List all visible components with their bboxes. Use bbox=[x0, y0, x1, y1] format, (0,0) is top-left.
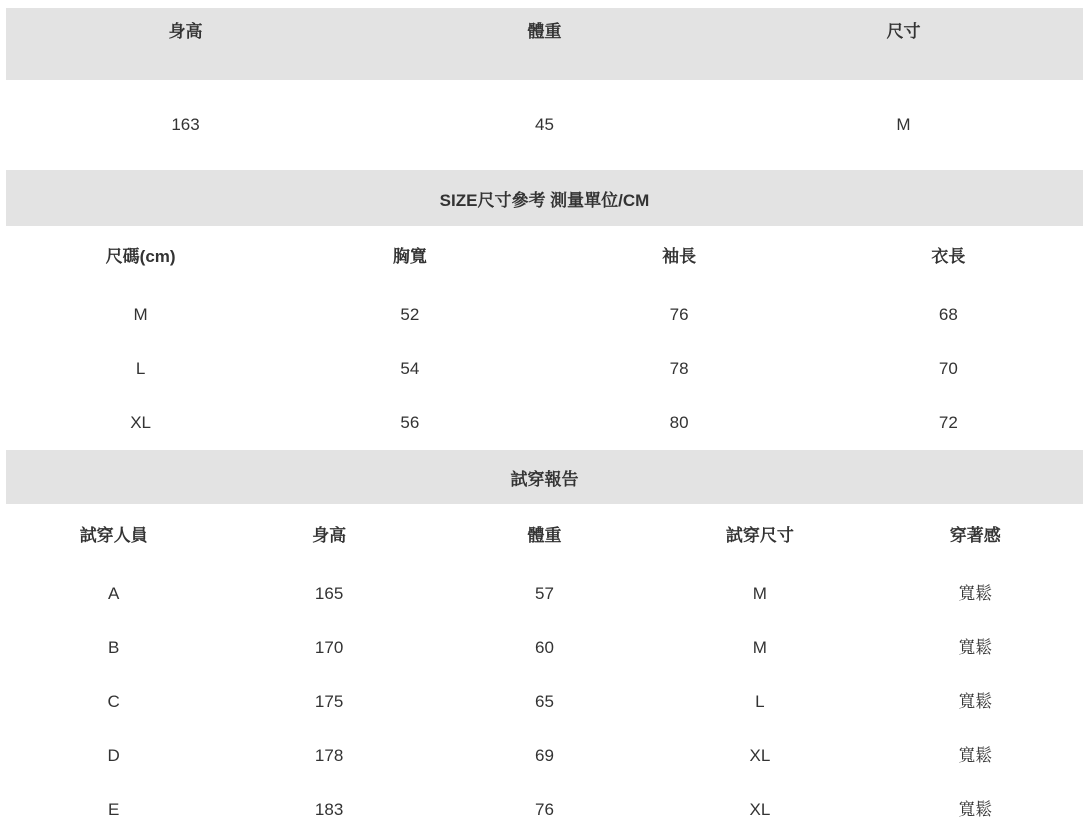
column-header-weight: 體重 bbox=[527, 22, 562, 41]
profile-size-value: M bbox=[896, 115, 911, 134]
column-header-chest-width: 胸寬 bbox=[392, 247, 427, 266]
size-reference-table bbox=[6, 170, 1083, 450]
table-cell: XL bbox=[749, 800, 771, 819]
size-row-xl bbox=[6, 396, 1083, 450]
column-header-sleeve-length: 袖長 bbox=[662, 247, 697, 266]
column-header-fitter-weight: 體重 bbox=[527, 525, 562, 545]
size-row-m bbox=[6, 288, 1083, 342]
table-cell: D bbox=[107, 746, 120, 765]
table-cell: 寬鬆 bbox=[958, 800, 993, 819]
column-header-height: 身高 bbox=[168, 22, 203, 41]
table-cell: M bbox=[133, 305, 148, 324]
table-cell: 寬鬆 bbox=[958, 638, 993, 657]
table-cell: B bbox=[108, 638, 120, 657]
size-row-l bbox=[6, 342, 1083, 396]
fitting-row-e bbox=[6, 783, 1083, 837]
table-cell: 56 bbox=[400, 413, 420, 432]
fitting-row-b bbox=[6, 621, 1083, 675]
profile-header-row bbox=[6, 8, 1083, 80]
table-cell: 76 bbox=[535, 800, 554, 819]
fitting-header-row bbox=[6, 504, 1083, 567]
column-header-size: 尺寸 bbox=[886, 22, 921, 41]
table-cell: 寬鬆 bbox=[958, 746, 993, 765]
table-cell: E bbox=[108, 800, 120, 819]
column-header-size-code: 尺碼(cm) bbox=[105, 247, 176, 266]
table-cell: 54 bbox=[400, 359, 420, 378]
table-cell: XL bbox=[130, 413, 152, 432]
table-cell: 178 bbox=[314, 746, 344, 765]
column-header-fitter-height: 身高 bbox=[312, 525, 347, 545]
column-header-garment-length: 衣長 bbox=[931, 247, 966, 266]
profile-data-row bbox=[6, 80, 1083, 170]
table-cell: 72 bbox=[938, 413, 958, 432]
fitting-report-table bbox=[6, 450, 1083, 837]
table-cell: 70 bbox=[938, 359, 958, 378]
table-cell: 寬鬆 bbox=[958, 692, 993, 711]
table-cell: 65 bbox=[535, 692, 554, 711]
table-cell: L bbox=[755, 692, 765, 711]
table-cell: 80 bbox=[669, 413, 689, 432]
column-header-tried-size: 試穿尺寸 bbox=[725, 525, 794, 545]
profile-height-value: 163 bbox=[171, 115, 200, 134]
fitting-row-c bbox=[6, 675, 1083, 729]
table-cell: M bbox=[752, 584, 767, 603]
fitting-section-title: 試穿報告 bbox=[6, 450, 1083, 504]
fitting-row-a bbox=[6, 567, 1083, 621]
table-cell: 165 bbox=[314, 584, 344, 603]
profile-table bbox=[6, 8, 1083, 170]
table-cell: 69 bbox=[535, 746, 554, 765]
size-header-row bbox=[6, 226, 1083, 288]
profile-weight-value: 45 bbox=[535, 115, 554, 134]
table-cell: 170 bbox=[314, 638, 344, 657]
size-section-title: SIZE尺寸參考 測量單位/CM bbox=[6, 170, 1083, 226]
table-cell: L bbox=[135, 359, 146, 378]
table-cell: 寬鬆 bbox=[958, 584, 993, 603]
table-cell: C bbox=[107, 692, 120, 711]
table-cell: 175 bbox=[314, 692, 344, 711]
table-cell: M bbox=[752, 638, 767, 657]
table-cell: 52 bbox=[400, 305, 420, 324]
table-cell: 183 bbox=[314, 800, 344, 819]
table-cell: A bbox=[108, 584, 120, 603]
fitting-row-d bbox=[6, 729, 1083, 783]
table-cell: 76 bbox=[669, 305, 689, 324]
table-cell: 78 bbox=[669, 359, 689, 378]
table-cell: XL bbox=[749, 746, 771, 765]
table-cell: 60 bbox=[535, 638, 554, 657]
column-header-fit-feel: 穿著感 bbox=[949, 525, 1001, 545]
table-cell: 68 bbox=[938, 305, 958, 324]
table-cell: 57 bbox=[535, 584, 554, 603]
column-header-fitter: 試穿人員 bbox=[79, 525, 148, 545]
